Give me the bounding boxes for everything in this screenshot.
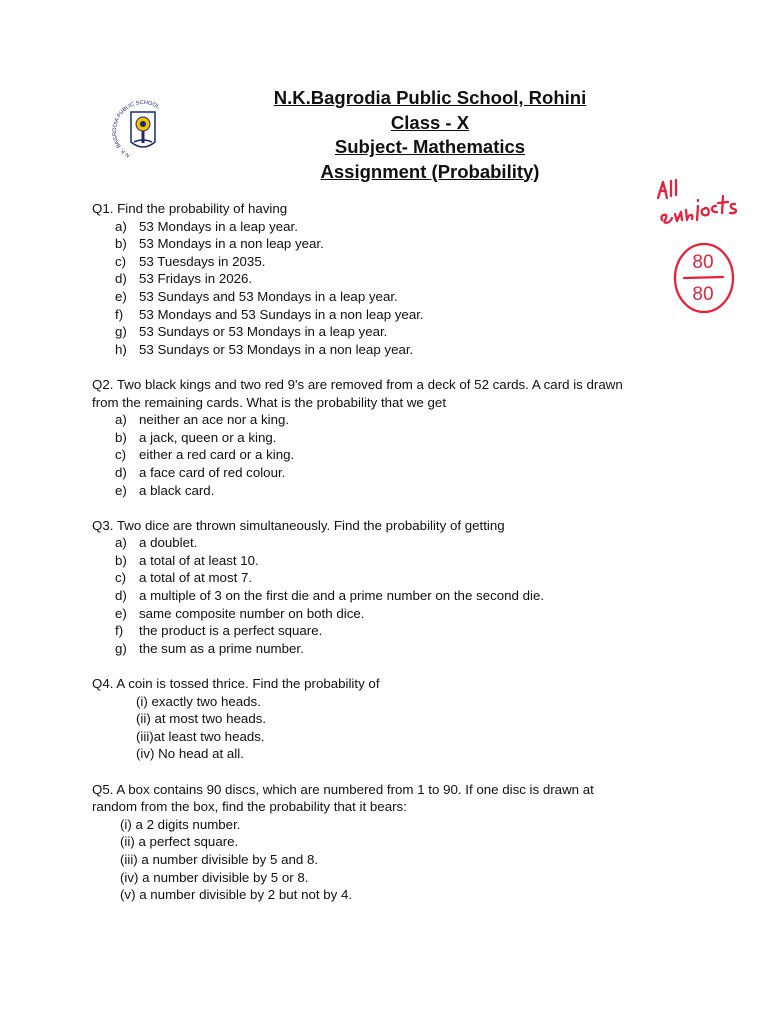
question-option [92,569,672,587]
option-label: f) [115,623,124,639]
school-emblem-icon [112,98,174,168]
question-option [92,482,672,500]
option-label: b) [115,429,127,445]
option-text: a jack, queen or a king. [139,429,277,445]
annotation-scribble-text: All subjects [650,176,656,177]
sub-question: (iv) a number divisible by 5 or 8. [120,869,309,885]
question-text: random from the box, find the probability that it bears: [92,799,407,815]
option-label: e) [115,605,127,621]
question-option [92,270,672,288]
sub-question: (ii) a perfect square. [120,834,239,850]
option-label: d) [115,271,127,287]
option-label: d) [115,464,127,480]
option-label: f) [115,306,124,322]
option-label: b) [115,236,127,252]
question-text: Q4. A coin is tossed thrice. Find the probability of [92,676,380,692]
sub-question: (i) exactly two heads. [136,693,261,709]
option-text: 53 Mondays in a leap year. [139,218,298,234]
school-name: N.K.Bagrodia Public School, Rohini [273,87,587,108]
option-text: a black card. [139,482,215,498]
option-text: 53 Fridays in 2026. [139,271,253,287]
option-text: 53 Sundays and 53 Mondays in a leap year. [139,288,398,304]
option-label: h) [115,341,127,357]
option-text: a doublet. [139,535,198,551]
option-text: 53 Tuesdays in 2035. [139,253,266,269]
question-option [92,622,672,640]
question-5 [92,781,672,904]
question-option [92,552,672,570]
sub-question: (iii) a number divisible by 5 and 8. [120,851,319,867]
question-option [92,306,672,324]
option-text: 53 Sundays or 53 Mondays in a non leap year. [139,341,414,357]
option-text: the sum as a prime number. [139,640,304,656]
option-text: neither an ace nor a king. [139,412,290,428]
question-option [92,534,672,552]
option-text: a total of at most 7. [139,570,253,586]
question-3 [92,517,672,658]
option-text: a face card of red colour. [139,464,286,480]
option-label: e) [115,482,127,498]
option-text: either a red card or a king. [139,447,295,463]
question-option [92,411,672,429]
assignment-title: Assignment (Probability) [320,160,540,182]
option-label: a) [115,412,127,428]
question-text: Q2. Two black kings and two red 9's are removed from a deck of 52 cards. A card is drawn [92,376,623,392]
question-option [92,288,672,306]
option-label: e) [115,288,127,304]
option-label: c) [115,253,127,269]
option-text: 53 Sundays or 53 Mondays in a leap year. [139,324,388,340]
question-text: Q1. Find the probability of having [92,201,288,216]
option-text: a total of at least 10. [139,552,259,568]
sub-question: (i) a 2 digits number. [120,816,241,832]
question-option [92,235,672,253]
question-text: Q5. A box contains 90 discs, which are numbered from 1 to 90. If one disc is drawn at [92,781,594,797]
option-label: c) [115,570,127,586]
score-total: 80 [692,284,714,305]
logo-ring-text: N.K. BAGRODIA PUBLIC SCHOOL [112,99,161,159]
question-1 [92,200,672,358]
option-label: d) [115,588,127,604]
question-option [92,218,672,236]
option-label: a) [115,535,127,551]
option-label: a) [115,218,127,234]
option-text: the product is a perfect square. [139,623,323,639]
option-label: b) [115,552,127,568]
question-list [92,200,672,921]
question-option [92,587,672,605]
question-text: Q3. Two dice are thrown simultaneously. Find the probability of getting [92,517,505,533]
option-text: same composite number on both dice. [139,605,365,621]
question-option [92,446,672,464]
question-option [92,429,672,447]
question-4 [92,675,672,763]
class-title: Class - X [390,111,470,133]
question-option [92,605,672,623]
option-text: a multiple of 3 on the first die and a prime number on the second die. [139,588,545,604]
question-2 [92,376,672,499]
option-label: g) [115,324,127,340]
question-option [92,640,672,658]
option-text: 53 Mondays in a non leap year. [139,236,324,252]
sub-question: (iii)at least two heads. [136,728,265,744]
sub-question: (v) a number divisible by 2 but not by 4. [120,887,353,903]
question-option [92,341,672,359]
question-option [92,253,672,271]
question-text: from the remaining cards. What is the probability that we get [92,394,447,410]
option-label: c) [115,447,127,463]
question-option [92,464,672,482]
option-text: 53 Mondays and 53 Sundays in a non leap year. [139,306,424,322]
sub-question: (ii) at most two heads. [136,711,267,727]
option-label: g) [115,640,127,656]
subject-title: Subject- Mathematics [334,136,526,157]
question-option [92,323,672,341]
score-value: 80 [692,252,714,273]
sub-question: (iv) No head at all. [136,746,244,762]
